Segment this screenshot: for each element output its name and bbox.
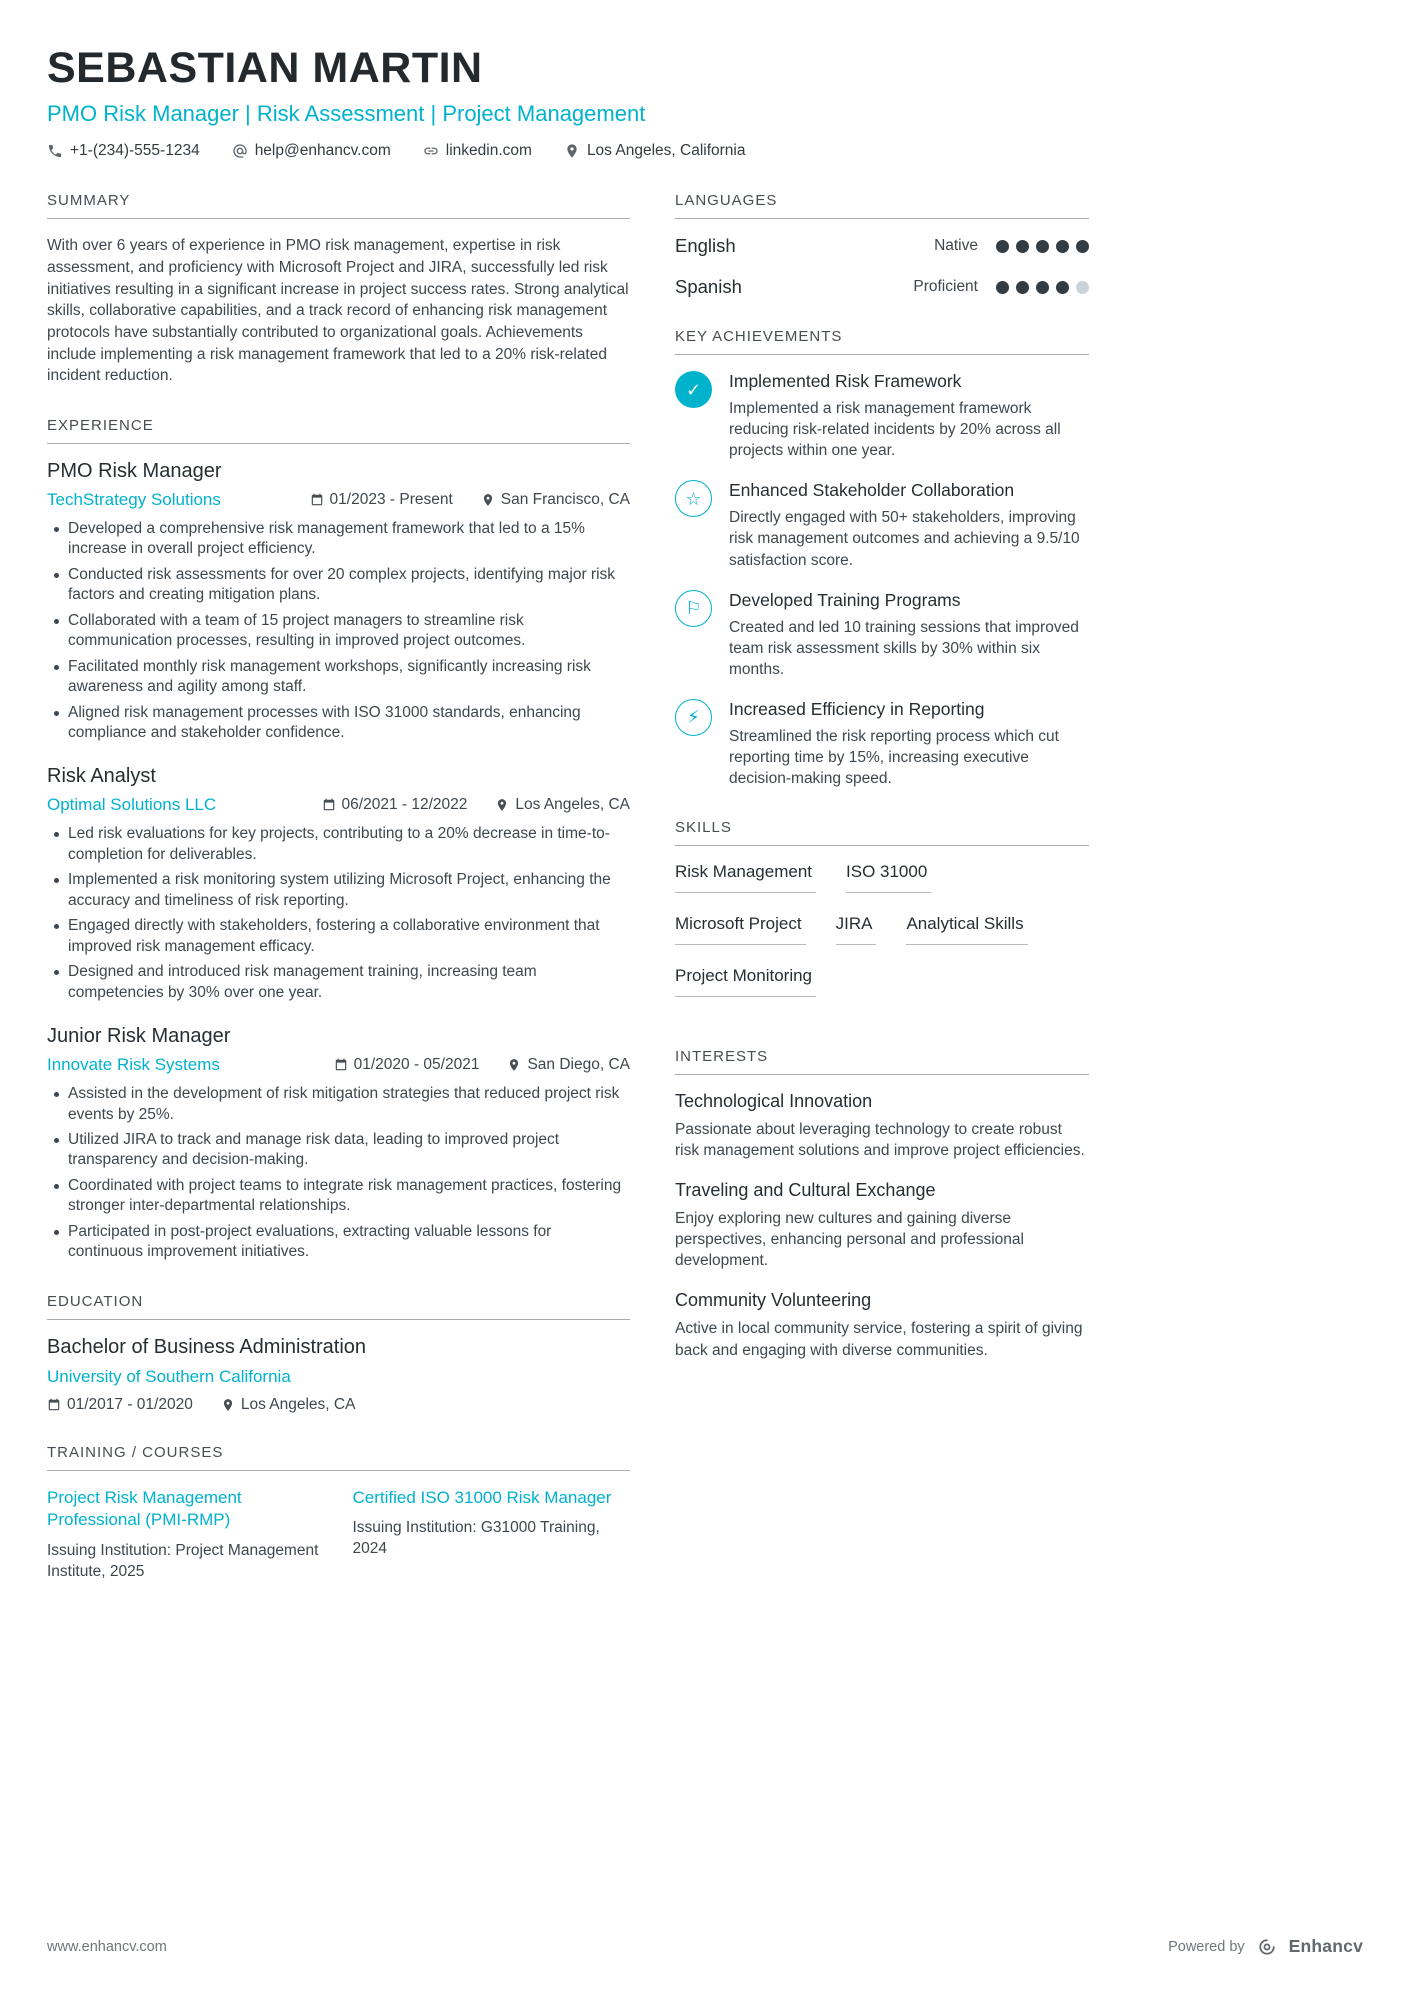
pin-icon (507, 1058, 521, 1072)
achievement-entry (675, 699, 1089, 789)
languages-heading: LANGUAGES (675, 192, 1089, 219)
bullet-item: Developed a comprehensive risk management framework that led to a 15% increase in overall project efficiency. (47, 519, 630, 560)
course-entry (47, 1487, 325, 1583)
interest-title: Traveling and Cultural Exchange (675, 1180, 936, 1201)
company-name: Innovate Risk Systems (47, 1055, 220, 1075)
level-dot (1076, 240, 1089, 253)
at-icon (232, 143, 248, 159)
education-heading: EDUCATION (47, 1293, 630, 1320)
interests-section (675, 1048, 1089, 1361)
interest-entry (675, 1180, 1089, 1271)
interest-title: Technological Innovation (675, 1091, 873, 1112)
language-dots (996, 240, 1089, 253)
bullet-item: Participated in post-project evaluations, extracting valuable lessons for continuous improvement initiatives. (47, 1222, 630, 1263)
education-location-text: Los Angeles, CA (240, 1395, 356, 1413)
education-meta (47, 1396, 630, 1414)
education-section (47, 1293, 630, 1414)
contact-link-text: linkedin.com (445, 142, 532, 160)
columns (47, 192, 1363, 1612)
summary-heading: SUMMARY (47, 192, 630, 219)
experience-entry (47, 765, 630, 1003)
calendar-icon (310, 493, 324, 507)
skills-heading: SKILLS (675, 819, 1089, 846)
course-details: Issuing Institution: G31000 Training, 2024 (352, 1519, 600, 1558)
education-dates (47, 1396, 193, 1414)
footer-brand[interactable] (1168, 1936, 1363, 1957)
achievement-title: Enhanced Stakeholder Collaboration (729, 480, 1015, 501)
achievement-body (729, 590, 1089, 680)
company-name: TechStrategy Solutions (47, 489, 221, 509)
interest-text: Active in local community service, fostering a spirit of giving back and engaging with diverse communities. (675, 1320, 1083, 1359)
bullet-item: Facilitated monthly risk management workshops, significantly increasing risk awareness and agility among staff. (47, 657, 630, 698)
pin-icon (564, 143, 580, 159)
job-meta (47, 1055, 630, 1075)
level-dot (996, 240, 1009, 253)
level-dot (1016, 281, 1029, 294)
left-column (47, 192, 630, 1612)
interest-text: Passionate about leveraging technology to create robust risk management solutions and improve project efficiencies. (675, 1121, 1085, 1160)
contact-row (47, 142, 1363, 160)
job-bullets (47, 1084, 630, 1263)
interest-title: Community Volunteering (675, 1290, 872, 1311)
bullet-item: Coordinated with project teams to integrate risk management practices, fostering stronger inter-departmental relationships. (47, 1176, 630, 1217)
contact-location (564, 142, 746, 160)
star-icon: ☆ (675, 480, 712, 517)
pin-icon (495, 798, 509, 812)
skill-item: Microsoft Project (675, 914, 806, 945)
languages-section (675, 192, 1089, 298)
bolt-icon: ⚡ (675, 699, 712, 736)
skill-item: ISO 31000 (846, 862, 931, 893)
job-dates-text: 01/2020 - 05/2021 (353, 1056, 480, 1074)
company-name: Optimal Solutions LLC (47, 795, 217, 815)
job-location (495, 796, 630, 814)
job-title: Risk Analyst (47, 765, 156, 788)
course-title: Certified ISO 31000 Risk Manager (352, 1487, 612, 1507)
job-meta (47, 795, 630, 815)
courses (47, 1487, 630, 1583)
training-heading: TRAINING / COURSES (47, 1444, 630, 1471)
job-location-text: San Diego, CA (527, 1056, 630, 1074)
check-circle-icon: ✓ (675, 371, 712, 408)
job-location (481, 491, 630, 509)
achievement-body (729, 699, 1089, 789)
bullet-item: Engaged directly with stakeholders, fostering a collaborative environment that improved risk management efficacy. (47, 916, 630, 957)
job-bullets (47, 519, 630, 744)
experience-section (47, 417, 630, 1263)
course-title: Project Risk Management Professional (PMI-RMP) (47, 1487, 242, 1530)
achievements-heading: KEY ACHIEVEMENTS (675, 328, 1089, 355)
level-dot (1056, 240, 1069, 253)
achievement-body (729, 480, 1089, 570)
achievement-title: Developed Training Programs (729, 589, 961, 610)
achievement-entry (675, 480, 1089, 570)
link-icon (423, 143, 439, 159)
bullet-item: Aligned risk management processes with ISO 31000 standards, enhancing compliance and stakeholder confidence. (47, 703, 630, 744)
skill-item: Analytical Skills (906, 914, 1027, 945)
skill-item: JIRA (836, 914, 877, 945)
job-location-text: San Francisco, CA (500, 490, 630, 508)
job-dates (310, 491, 453, 509)
powered-by-label: Powered by (1168, 1938, 1245, 1955)
course-entry (353, 1487, 631, 1583)
language-level: Proficient (913, 278, 978, 296)
skills-list (675, 862, 1089, 1018)
bullet-item: Conducted risk assessments for over 20 complex projects, identifying major risk factors and creating mitigation plans. (47, 565, 630, 606)
interest-entry (675, 1091, 1089, 1161)
school-name: University of Southern California (47, 1366, 291, 1386)
page-footer (47, 1936, 1363, 1957)
language-name: English (675, 235, 736, 257)
experience-heading: EXPERIENCE (47, 417, 630, 444)
job-title: PMO Risk Manager (47, 459, 222, 482)
level-dot (996, 281, 1009, 294)
flag-icon: ⚐ (675, 590, 712, 627)
level-dot (1036, 281, 1049, 294)
achievement-title: Implemented Risk Framework (729, 371, 962, 392)
interest-entry (675, 1290, 1089, 1360)
calendar-icon (334, 1058, 348, 1072)
job-dates (334, 1056, 480, 1074)
achievement-title: Increased Efficiency in Reporting (729, 698, 985, 719)
education-location (221, 1396, 356, 1414)
summary-section (47, 192, 630, 387)
bullet-item: Designed and introduced risk management training, increasing team competencies by 30% over one year. (47, 962, 630, 1003)
contact-email-text: help@enhancv.com (254, 142, 391, 160)
bullet-item: Implemented a risk monitoring system utilizing Microsoft Project, enhancing the accuracy and timeliness of risk reporting. (47, 870, 630, 911)
level-dot (1036, 240, 1049, 253)
experience-entry (47, 460, 630, 744)
pin-icon (221, 1398, 235, 1412)
bullet-item: Assisted in the development of risk mitigation strategies that reduced project risk events by 25%. (47, 1084, 630, 1125)
achievement-entry (675, 590, 1089, 680)
achievement-entry (675, 371, 1089, 461)
job-dates (322, 796, 468, 814)
language-row (675, 276, 1089, 298)
achievement-text: Created and led 10 training sessions that improved team risk assessment skills by 30% within six months. (729, 618, 1079, 678)
education-dates-text: 01/2017 - 01/2020 (67, 1395, 193, 1413)
achievement-body (729, 371, 1089, 461)
job-meta (47, 490, 630, 510)
phone-icon (47, 143, 63, 159)
pin-icon (481, 493, 495, 507)
level-dot (1076, 281, 1089, 294)
right-column (675, 192, 1089, 1612)
candidate-name: SEBASTIAN MARTIN (47, 44, 483, 92)
experience-entry (47, 1025, 630, 1263)
language-level: Native (934, 237, 978, 255)
skill-item: Risk Management (675, 862, 816, 893)
achievements-section (675, 328, 1089, 789)
training-section (47, 1444, 630, 1583)
bullet-item: Led risk evaluations for key projects, contributing to a 20% decrease in time-to-completion for deliverables. (47, 824, 630, 865)
contact-link[interactable] (423, 142, 532, 160)
contact-phone-text: +1-(234)-555-1234 (70, 142, 200, 160)
language-row (675, 235, 1089, 257)
job-location (507, 1056, 630, 1074)
achievement-text: Streamlined the risk reporting process which cut reporting time by 15%, increasing executive decision-making speed. (729, 727, 1059, 787)
enhancv-logo-text: Enhancv (1288, 1936, 1363, 1956)
bullet-item: Utilized JIRA to track and manage risk data, leading to improved project transparency and decision-making. (47, 1130, 630, 1171)
job-dates-text: 06/2021 - 12/2022 (341, 796, 468, 814)
contact-location-text: Los Angeles, California (586, 142, 746, 160)
calendar-icon (47, 1398, 61, 1412)
contact-phone[interactable] (47, 142, 200, 160)
achievement-text: Implemented a risk management framework reducing risk-related incidents by 20% across all projects within one year. (729, 400, 1061, 460)
summary-text: With over 6 years of experience in PMO risk management, expertise in risk assessment, and proficiency with Microsoft Project and JIRA, successfully led risk initiatives resulting in a significant increase in project success rates. Strong analytical skills, collaborative capabilities, and a track record of enhancing risk management protocols have substantially contributed to organizational goals. Achievements include implementing a risk management framework that led to a 20% risk-related incident reduction. (47, 237, 629, 385)
resume-header (47, 46, 1363, 160)
footer-site-link[interactable]: www.enhancv.com (47, 1938, 167, 1955)
job-bullets (47, 824, 630, 1003)
contact-email[interactable] (232, 142, 391, 160)
job-title: Junior Risk Manager (47, 1025, 231, 1048)
candidate-headline: PMO Risk Manager | Risk Assessment | Project Management (47, 101, 646, 127)
skills-section (675, 819, 1089, 1018)
course-details: Issuing Institution: Project Management Institute, 2025 (47, 1541, 319, 1580)
interest-text: Enjoy exploring new cultures and gaining diverse perspectives, enhancing personal and professional development. (675, 1210, 1024, 1270)
bullet-item: Collaborated with a team of 15 project managers to streamline risk communication processes, resulting in improved project outcomes. (47, 611, 630, 652)
job-dates-text: 01/2023 - Present (329, 490, 453, 508)
level-dot (1056, 281, 1069, 294)
level-dot (1016, 240, 1029, 253)
interests-heading: INTERESTS (675, 1048, 1089, 1075)
degree-title: Bachelor of Business Administration (47, 1335, 367, 1358)
skill-item: Project Monitoring (675, 966, 816, 997)
job-location-text: Los Angeles, CA (515, 796, 630, 814)
achievement-text: Directly engaged with 50+ stakeholders, improving risk management outcomes and achieving a 9.5/10 satisfaction score. (729, 509, 1080, 569)
enhancv-logo-icon (1254, 1938, 1280, 1956)
language-dots (996, 281, 1089, 294)
calendar-icon (322, 798, 336, 812)
language-name: Spanish (675, 276, 742, 298)
